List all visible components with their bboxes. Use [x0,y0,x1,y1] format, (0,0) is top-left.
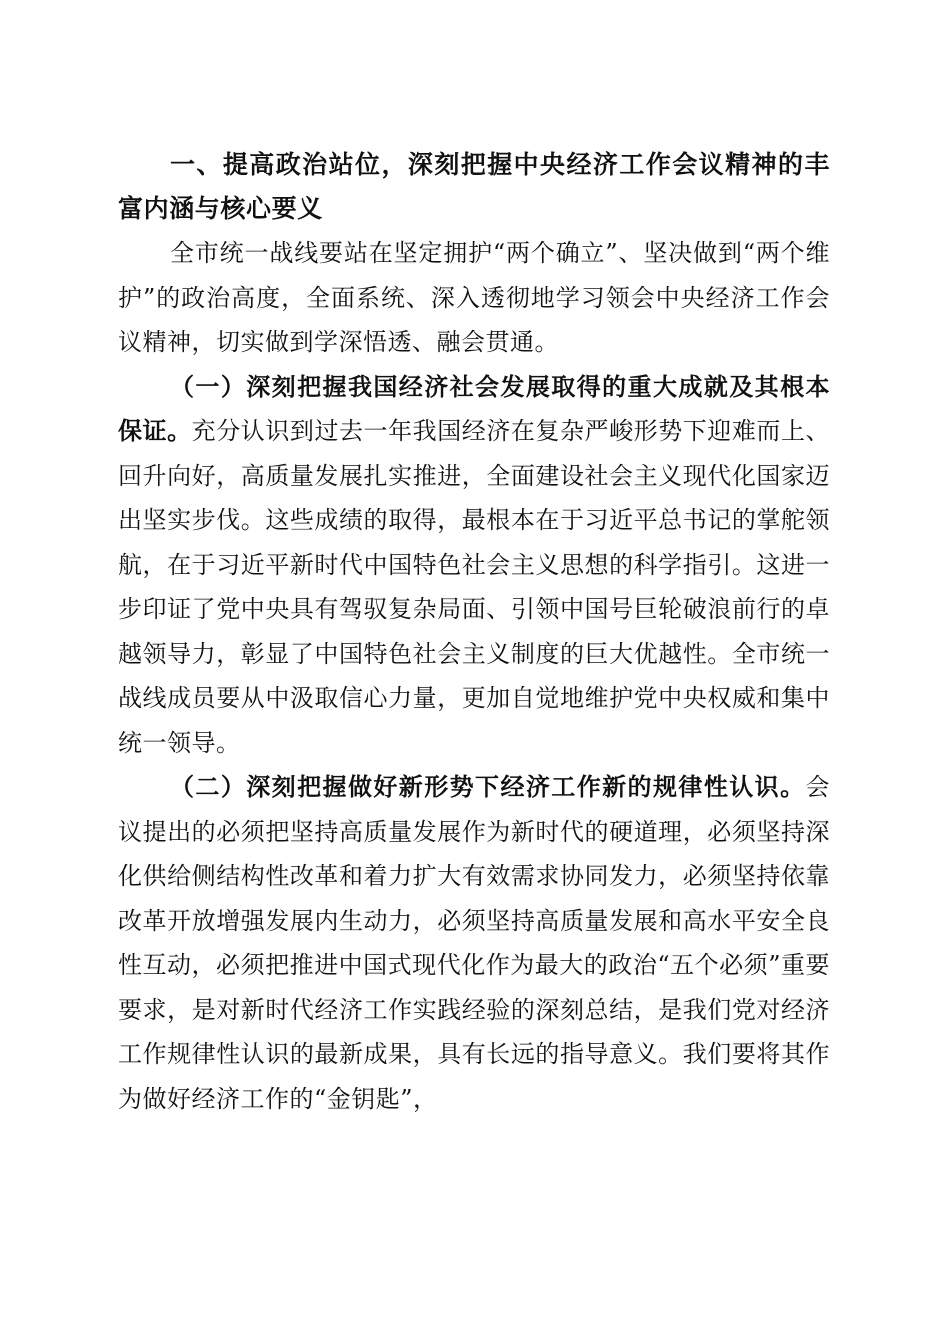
document-body [118,143,830,1121]
section-heading: 一、提高政治站位，深刻把握中央经济工作会议精神的丰富内涵与核心要义 [118,150,830,223]
subsection-two-paragraph [118,765,830,1121]
subsection-one-body: 充分认识到过去一年我国经济在复杂严峻形势下迎难而上、回升向好，高质量发展扎实推进，全面建设社会主义现代化国家迈出坚实步伐。这些成绩的取得，最根本在于习近平总书记的掌舵领航，在于习近平新时代中国特色社会主义思想的科学指引。这进一步印证了党中央具有驾驭复杂局面、引领中国号巨轮破浪前行的卓越领导力，彰显了中国特色社会主义制度的巨大优越性。全市统一战线成员要从中汲取信心力量，更加自觉地维护党中央权威和集中统一领导。 [118,417,831,757]
subsection-one-paragraph [118,365,830,766]
subsection-two-title: （二）深刻把握做好新形势下经济工作新的规律性认识。 [170,773,806,801]
subsection-two-body: 会议提出的必须把坚持高质量发展作为新时代的硬道理，必须坚持深化供给侧结构性改革和着力扩大有效需求协同发力，必须坚持依靠改革开放增强发展内生动力，必须坚持高质量发展和高水平安全良性互动，必须把推进中国式现代化作为最大的政治“五个必须”重要要求，是对新时代经济工作实践经验的深刻总结，是我们党对经济工作规律性认识的最新成果，具有长远的指导意义。我们要将其作为做好经济工作的“金钥匙”， [118,773,830,1113]
subsection-one-title: （一）深刻把握我国经济社会发展取得的重大成就及其根本保证。 [118,372,830,445]
intro-paragraph: 全市统一战线要站在坚定拥护“两个确立”、坚决做到“两个维护”的政治高度，全面系统、深入透彻地学习领会中央经济工作会议精神，切实做到学深悟透、融会贯通。 [118,239,830,356]
